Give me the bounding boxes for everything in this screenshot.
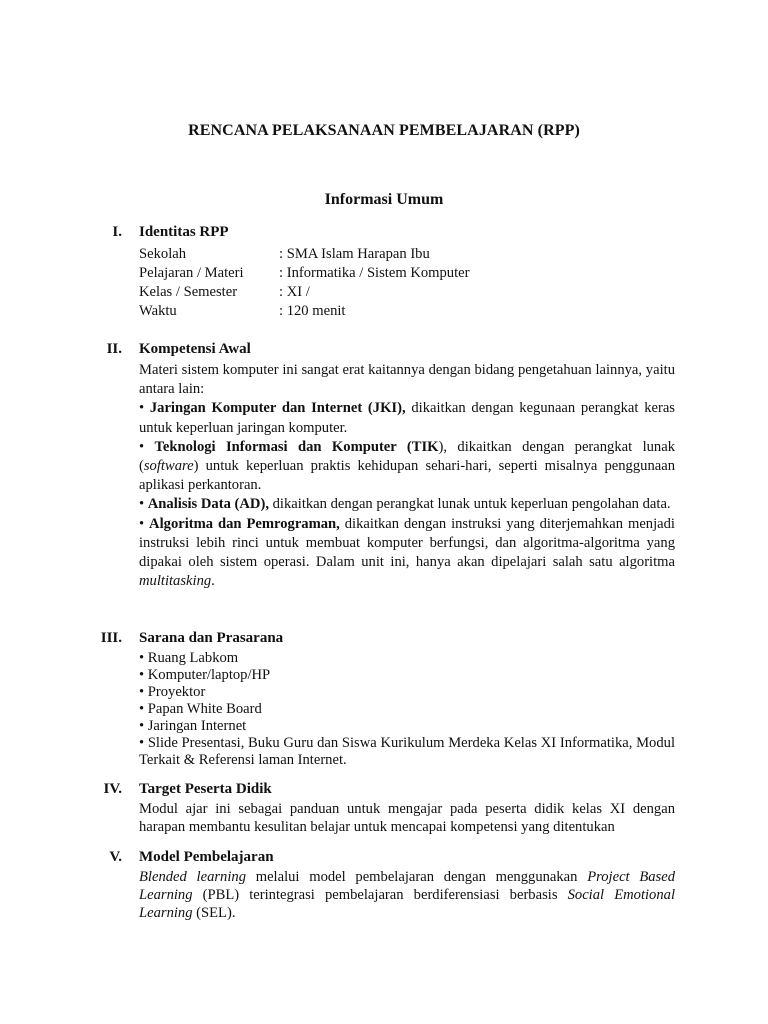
target-paragraph: Modul ajar ini sebagai panduan untuk mengajar pada peserta didik kelas XI dengan harapan membantu kesulitan belajar untuk mencapai kompetensi yang ditentukan	[139, 801, 675, 835]
section-body	[139, 800, 675, 836]
model-text: (PBL) terintegrasi pembelajaran berdiferensiasi berbasis	[192, 887, 568, 903]
identity-value: : SMA Islam Harapan Ibu	[279, 246, 430, 262]
section-body	[139, 361, 675, 591]
bullet: •	[139, 400, 145, 417]
section-heading: Sarana dan Prasarana	[139, 630, 284, 646]
model-paragraph	[139, 868, 675, 922]
bullet: •	[139, 496, 145, 513]
competency-desc: dikaitkan dengan perangkat lunak untuk keperluan pengolahan data.	[268, 496, 671, 513]
competency-item	[139, 438, 675, 496]
model-term: Blended learning	[139, 869, 246, 885]
intro-paragraph: Materi sistem komputer ini sangat erat kaitannya dengan bidang pengetahuan lainnya, yaitu antara lain:	[139, 362, 675, 398]
identity-value: : 120 menit	[279, 303, 346, 319]
identity-row	[139, 245, 675, 264]
competency-term: multitasking	[139, 573, 212, 590]
identity-row	[139, 302, 675, 321]
section-number: III.	[100, 630, 122, 646]
bullet: •	[139, 438, 145, 455]
identity-label: Pelajaran / Materi	[139, 265, 244, 281]
competency-item	[139, 399, 675, 437]
facility-list	[139, 650, 675, 769]
list-item: • Papan White Board	[139, 701, 262, 717]
bullet: •	[139, 515, 145, 532]
competency-name: Analisis Data (AD),	[147, 496, 269, 513]
list-item: • Proyektor	[139, 684, 206, 700]
identity-label: Sekolah	[139, 246, 187, 262]
section-heading: Identitas RPP	[139, 224, 229, 240]
section-heading: Model Pembelajaran	[139, 849, 274, 865]
identity-value: : Informatika / Sistem Komputer	[279, 265, 470, 281]
competency-name: Algoritma dan Pemrograman,	[149, 515, 340, 532]
competency-item	[139, 515, 675, 592]
identity-label: Waktu	[139, 303, 177, 319]
section-number: I.	[112, 224, 122, 240]
competency-name: Jaringan Komputer dan Internet (JKI),	[149, 400, 406, 417]
competency-desc: ), dikaitkan dengan perangkat lunak (	[139, 438, 675, 475]
model-text: melalui model pembelajaran dengan menggunakan	[246, 869, 588, 885]
competency-desc: dikaitkan dengan instruksi yang diterjemahkan menjadi instruksi lebih rinci untuk membuat komputer berfungsi, dan algoritma-algoritma yang dipakai oleh sistem operasi. Dalam unit ini, hanya akan dipelajari salah satu algoritma	[139, 515, 675, 571]
section-body	[139, 868, 675, 922]
competency-term: software	[143, 458, 194, 475]
section-subtitle: Informasi Umum	[324, 191, 444, 208]
section-number: V.	[109, 849, 122, 865]
identity-row	[139, 283, 675, 302]
section-heading: Kompetensi Awal	[139, 341, 251, 357]
list-item: • Jaringan Internet	[139, 718, 247, 734]
model-text: (SEL).	[192, 905, 236, 921]
list-item: • Komputer/laptop/HP	[139, 667, 271, 683]
section-number: II.	[106, 341, 122, 357]
model-term: Project Based Learning	[139, 869, 675, 903]
competency-desc: dikaitkan dengan kegunaan perangkat keras untuk keperluan jaringan komputer.	[139, 400, 675, 436]
competency-desc: .	[211, 573, 215, 590]
identity-value: : XI /	[279, 284, 310, 300]
list-item: • Ruang Labkom	[139, 650, 239, 666]
document-title: RENCANA PELAKSANAAN PEMBELAJARAN (RPP)	[188, 122, 580, 139]
identity-row	[139, 264, 675, 283]
identity-label: Kelas / Semester	[139, 284, 238, 300]
section-number: IV.	[103, 781, 122, 797]
identity-table	[139, 245, 675, 321]
section-heading: Target Peserta Didik	[139, 781, 272, 797]
list-item: • Slide Presentasi, Buku Guru dan Siswa Kurikulum Merdeka Kelas XI Informatika, Modul Terkait & Referensi laman Internet.	[139, 735, 675, 768]
competency-item	[139, 495, 675, 514]
competency-desc: ) untuk keperluan praktis kehidupan sehari-hari, seperti misalnya penggunaan aplikasi perkantoran.	[139, 458, 675, 494]
competency-name: Teknologi Informasi dan Komputer (TIK	[154, 438, 439, 455]
model-term: Social Emotional Learning	[139, 887, 675, 921]
